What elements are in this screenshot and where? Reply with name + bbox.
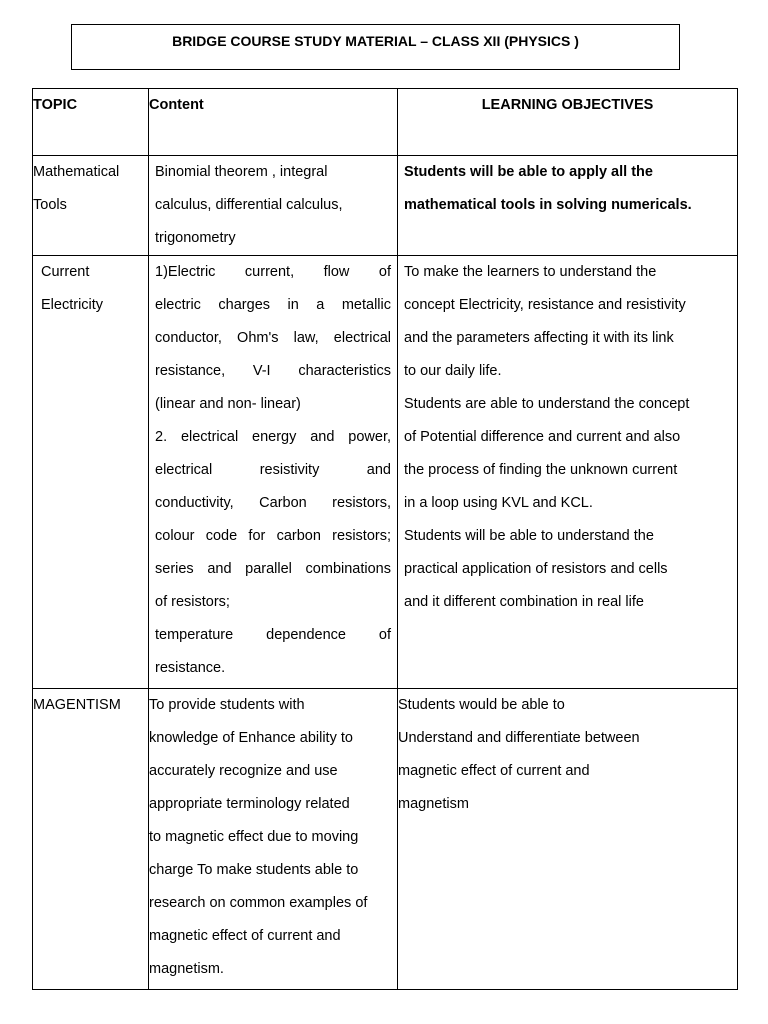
objective-line: concept Electricity, resistance and resistivity [404, 297, 686, 313]
table-row-magnetism [33, 689, 738, 990]
table-row-current-electricity [33, 256, 738, 689]
objective-line: in a loop using KVL and KCL. [404, 495, 593, 511]
table-header-row [33, 89, 738, 156]
content-line: resistance, V-I characteristics [155, 363, 391, 379]
objective-line: Students will be able to understand the [404, 528, 654, 544]
topic-line: Tools [33, 197, 67, 213]
objective-line: Students will be able to apply all the [404, 164, 653, 180]
header-topic: TOPIC [33, 89, 149, 156]
content-line: To provide students with [149, 697, 305, 713]
topic-line: Current [41, 264, 90, 280]
objective-line: and the parameters affecting it with its link [404, 330, 674, 346]
topic-cell [33, 156, 149, 256]
content-line: to magnetic effect due to moving [149, 829, 359, 845]
topic-line: Electricity [41, 297, 104, 313]
objective-line: to our daily life. [404, 363, 502, 379]
content-cell [149, 256, 398, 689]
table-row-mathematical-tools [33, 156, 738, 256]
content-line: calculus, differential calculus, [155, 197, 343, 213]
content-line: appropriate terminology related [149, 796, 350, 812]
content-line: colour code for carbon resistors; [155, 528, 391, 544]
content-line: temperature dependence of [155, 627, 391, 643]
objectives-cell [398, 256, 738, 689]
content-line: charge To make students able to [149, 862, 359, 878]
topic-line: MAGENTISM [33, 697, 121, 713]
content-line: conductor, Ohm's law, electrical [155, 330, 391, 346]
content-line: trigonometry [155, 230, 236, 246]
content-line: electrical resistivity and [155, 462, 391, 478]
study-material-table [32, 88, 738, 990]
content-line: 2. electrical energy and power, [155, 429, 391, 445]
content-line: Binomial theorem , integral [155, 164, 328, 180]
topic-cell [33, 689, 149, 990]
objective-line: and it different combination in real life [404, 594, 644, 610]
objective-line: Understand and differentiate between [398, 730, 640, 746]
objective-line: mathematical tools in solving numericals. [404, 197, 692, 213]
objective-line: practical application of resistors and cells [404, 561, 668, 577]
topic-line: Mathematical [33, 164, 120, 180]
content-line: knowledge of Enhance ability to [149, 730, 353, 746]
objective-line: Students would be able to [398, 697, 565, 713]
objectives-cell [398, 689, 738, 990]
content-line: magnetism. [149, 961, 224, 977]
objective-line: magnetism [398, 796, 469, 812]
content-cell [149, 689, 398, 990]
document-title: BRIDGE COURSE STUDY MATERIAL – CLASS XII (PHYSICS ) [71, 24, 680, 70]
objective-line: magnetic effect of current and [398, 763, 590, 779]
content-line: accurately recognize and use [149, 763, 338, 779]
content-line: series and parallel combinations [155, 561, 391, 577]
objective-line: To make the learners to understand the [404, 264, 657, 280]
objective-line: the process of finding the unknown current [404, 462, 678, 478]
content-line: research on common examples of [149, 895, 368, 911]
objective-line: of Potential difference and current and also [404, 429, 681, 445]
header-learning-objectives: LEARNING OBJECTIVES [398, 89, 738, 156]
content-line: conductivity, Carbon resistors, [155, 495, 391, 511]
content-cell [149, 156, 398, 256]
content-line: resistance. [155, 660, 226, 676]
objectives-cell [398, 156, 738, 256]
header-content: Content [149, 89, 398, 156]
objective-line: Students are able to understand the concept [404, 396, 690, 412]
topic-cell [33, 256, 149, 689]
content-line: of resistors; [155, 594, 230, 610]
content-line: magnetic effect of current and [149, 928, 341, 944]
content-line: (linear and non- linear) [155, 396, 301, 412]
content-line: electric charges in a metallic [155, 297, 391, 313]
content-line: 1)Electric current, flow of [155, 264, 391, 280]
